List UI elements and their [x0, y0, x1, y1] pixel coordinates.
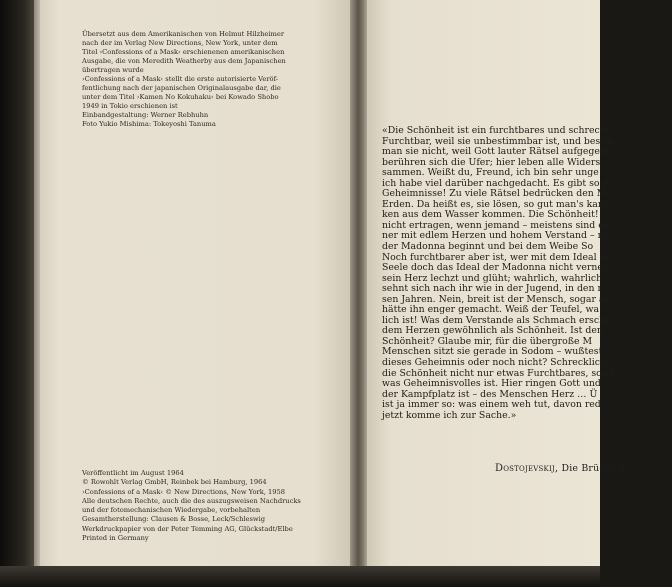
imprint-line: © Rowohlt Verlag GmbH, Reinbek bei Hamburg, 1964: [82, 478, 267, 487]
quote-line: «Die Schönheit ist ein furchtbares und schreckli: [382, 125, 612, 136]
quote-line: was Geheimnisvolles ist. Hier ringen Gott und: [382, 378, 601, 390]
credit-line: Ausgabe, die von Meredith Weatherby aus dem Japanischen: [82, 57, 286, 66]
quote-line: Furchtbar, weil sie unbestimmbar ist, und bestin: [382, 135, 613, 147]
quote-line: Seele doch das Ideal der Madonna nicht vernei: [382, 262, 606, 274]
quote-attribution: [495, 463, 626, 474]
quote-line: nicht ertragen, wenn jemand – meistens sind es: [382, 219, 609, 231]
quote-line: Schönheit? Glaube mir, für die übergroße M: [382, 335, 593, 347]
quote-line: ken aus dem Wasser kommen. Die Schönheit!: [382, 209, 599, 221]
quote-line: berühren sich die Ufer; hier leben alle Widers: [382, 156, 601, 168]
quote-line: sen Jahren. Nein, breit ist der Mensch, sogar al: [382, 293, 608, 305]
quote-line: sehnt sich nach ihr wie in der Jugend, in den n: [382, 283, 604, 295]
quote-line: lich ist! Was dem Verstande als Schmach erschei: [382, 314, 614, 326]
credit-line: Einbandgestaltung: Werner Rebhuhn: [82, 111, 209, 120]
credit-line: Foto Yukio Mishima: Tokeyoshi Tanuma: [82, 120, 216, 129]
imprint-line: Gesamtherstellung: Clausen & Bosse, Leck/Schleswig: [82, 515, 266, 524]
imprint-line: Alle deutschen Rechte, auch die des auszugsweisen Nachdrucks: [82, 496, 301, 505]
quote-line: Menschen sitzt sie gerade in Sodom – wußtest: [382, 346, 603, 358]
quote-line: dem Herzen gewöhnlich als Schönheit. Ist den: [382, 325, 603, 337]
quote-line: Erden. Da heißt es, sie lösen, so gut man's kanr: [382, 198, 609, 210]
quote-line: sammen. Weißt du, Freund, ich bin sehr unge: [382, 167, 599, 179]
imprint-line: Printed in Germany: [82, 534, 149, 543]
quote-line: Geheimnisse! Zu viele Rätsel bedrücken den M: [382, 188, 607, 200]
attribution-author: Dostojevskij,: [495, 463, 559, 474]
scanner-bottom-edge: [0, 566, 600, 587]
credit-line: übertragen wurde: [82, 66, 144, 75]
credit-line: unter dem Titel ›Kamen No Kokuhaku‹ bei Kowado Shobo: [82, 93, 279, 102]
quote-line: hätte ihn enger gemacht. Weiß der Teufel, wa: [382, 304, 600, 316]
credit-line: ›Confessions of a Mask‹ stellt die erste autorisierte Veröf-: [82, 75, 279, 84]
epigraph-quote: [382, 126, 672, 421]
quote-line: Noch furchtbarer aber ist, wer mit dem Ideal So: [382, 251, 612, 263]
credit-line: fentlichung nach der japanischen Originalausgabe dar, die: [82, 84, 281, 93]
quote-line: der Madonna beginnt und bei dem Weibe So: [382, 241, 594, 253]
quote-line: der Kampfplatz ist – des Menschen Herz … Ü: [382, 388, 598, 400]
credit-line: 1949 in Tokio erschienen ist: [82, 102, 178, 111]
quote-line: man sie nicht, weil Gott lauter Rätsel aufgegebe: [382, 146, 612, 158]
credit-line: Titel ›Confessions of a Mask‹ erschienenen amerikanischen: [82, 48, 285, 57]
imprint-line: Werkdruckpapier von der Peter Temming AG, Glückstadt/Elbe: [82, 524, 293, 533]
quote-line: ich habe viel darüber nachgedacht. Es gibt so fur: [382, 177, 617, 189]
imprint-line: und der fotomechanischen Wiedergabe, vorbehalten: [82, 506, 261, 515]
credit-line: Übersetzt aus dem Amerikanischen von Helmut Hilzheimer: [82, 30, 285, 38]
credit-line: nach der im Verlag New Directions, New York, unter dem: [82, 39, 278, 48]
book-gutter: [350, 0, 368, 570]
quote-line: ist ja immer so: was einem weh tut, davon rede: [382, 399, 607, 411]
quote-line: ner mit edlem Herzen und hohem Verstand – mi: [382, 230, 610, 242]
scanner-left-edge: [0, 0, 34, 587]
quote-line: dieses Geheimnis oder noch nicht? Schrecklich: [382, 357, 606, 369]
quote-line: die Schönheit nicht nur etwas Furchtbares, sond: [382, 367, 614, 379]
right-page: [367, 0, 627, 570]
publication-imprint: [82, 469, 344, 543]
quote-line: jetzt komme ich zur Sache.»: [382, 409, 517, 421]
quote-line: sein Herz lechzt und glüht; wahrlich, wahrlich, e: [382, 272, 614, 284]
translation-credits: [82, 30, 344, 130]
attribution-work: Die Brüder K: [561, 463, 627, 474]
imprint-line: ›Confessions of a Mask‹ © New Directions, New York, 1958: [82, 487, 286, 496]
imprint-line: Veröffentlicht im August 1964: [82, 469, 184, 477]
